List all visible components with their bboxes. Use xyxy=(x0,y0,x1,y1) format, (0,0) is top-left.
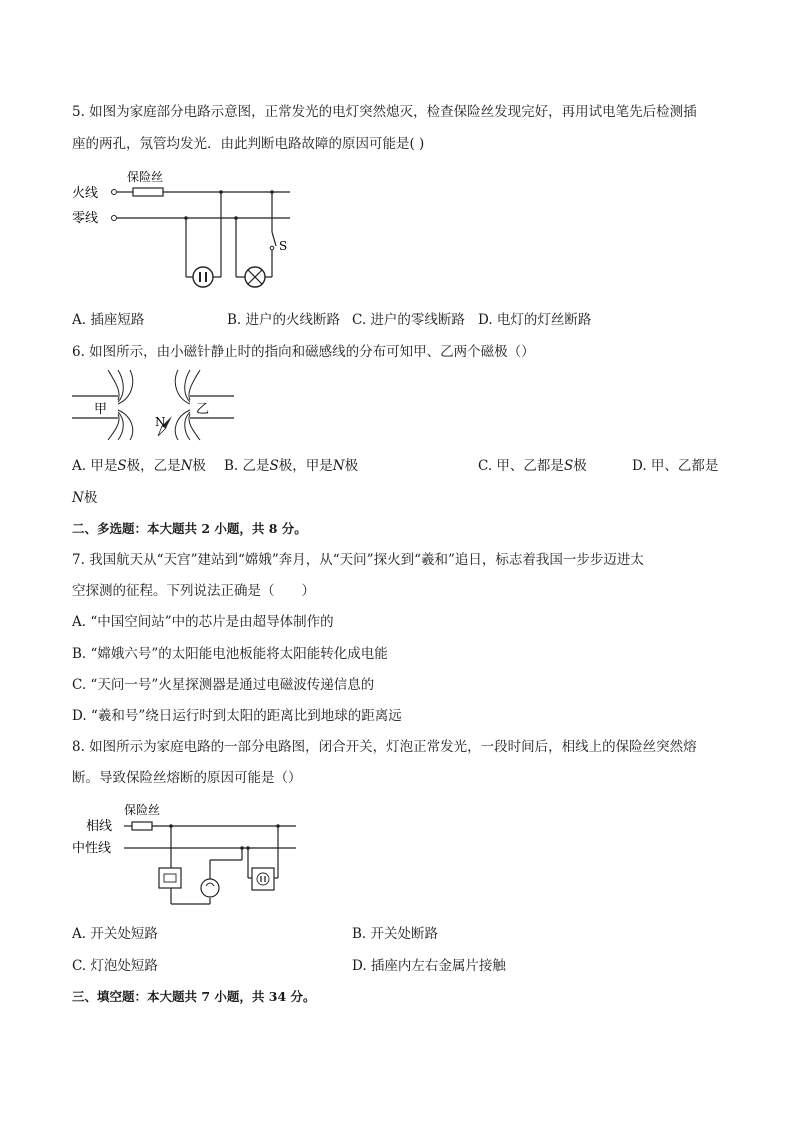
q6-option-a: A. 甲是S极，乙是N极 xyxy=(72,458,206,474)
q5-fuse-icon xyxy=(133,188,163,196)
q5-fuse-label: 保险丝 xyxy=(127,170,164,184)
q7-option-c: C. “天问一号”火星探测器是通过电磁波传递信息的 xyxy=(72,677,375,693)
q5-live-label: 火线 xyxy=(72,186,99,201)
q5-option-a: A. 插座短路 xyxy=(72,312,145,328)
q8-option-c: C. 灯泡处短路 xyxy=(72,958,158,974)
q7-option-d: D. “羲和号”绕日运行时到太阳的距离比到地球的距离远 xyxy=(72,708,402,724)
q5-switch-icon xyxy=(272,232,276,246)
q5-line1: 5. 如图为家庭部分电路示意图，正常发光的电灯突然熄灭，检查保险丝发现完好，再用试电笔先后检测插 xyxy=(72,104,697,120)
q8-option-a: A. 开关处短路 xyxy=(72,926,158,942)
q7-option-b: B. “嫦娥六号”的太阳能电池板能将太阳能转化成电能 xyxy=(72,646,388,662)
q6-option-c: C. 甲、乙都是S极 xyxy=(478,458,587,474)
q6-option-d: D. 甲、乙都是 xyxy=(632,458,719,474)
q8-option-d: D. 插座内左右金属片接触 xyxy=(352,958,506,974)
q5-socket-icon xyxy=(193,267,213,287)
q5-switch-label: S xyxy=(279,239,288,253)
q7-line1: 7. 我国航天从“天宫”建站到“嫦娥”奔月，从“天问”探火到“羲和”追日，标志着我国一步步迈进太 xyxy=(72,552,644,568)
section-2-heading: 二、多选题：本大题共 2 小题，共 8 分。 xyxy=(72,521,307,536)
q6-option-b: B. 乙是S极，甲是N极 xyxy=(224,458,359,474)
q8-circuit-figure xyxy=(72,800,302,910)
q6-option-d-continued: N极 xyxy=(72,490,98,506)
q7-line2: 空探测的征程。下列说法正确是（ ） xyxy=(72,583,315,599)
q5-option-b: B. 进户的火线断路 xyxy=(227,312,341,328)
q6-right-pole-label: 乙 xyxy=(196,402,210,417)
q7-option-a: A. “中国空间站”中的芯片是由超导体制作的 xyxy=(72,614,334,630)
q8-neutral-label: 中性线 xyxy=(72,841,112,856)
q8-line1: 8. 如图所示为家庭电路的一部分电路图，闭合开关，灯泡正常发光，一段时间后，相线上的保险丝突然熔 xyxy=(72,739,697,755)
q5-option-c: C. 进户的零线断路 xyxy=(352,312,465,328)
q6-needle-label: N xyxy=(155,415,166,429)
q8-socket-icon xyxy=(252,868,274,890)
q5-neutral-label: 零线 xyxy=(72,211,99,226)
q8-live-label: 相线 xyxy=(86,819,113,834)
q8-fuse-icon xyxy=(132,822,152,830)
q5-option-d: D. 电灯的灯丝断路 xyxy=(478,312,592,328)
q6-left-pole-label: 甲 xyxy=(94,402,108,417)
section-3-heading: 三、填空题：本大题共 7 小题，共 34 分。 xyxy=(72,989,316,1004)
q8-option-b: B. 开关处断路 xyxy=(352,926,439,942)
q5-circuit-figure xyxy=(72,164,302,296)
q6-line1: 6. 如图所示，由小磁针静止时的指向和磁感线的分布可知甲、乙两个磁极（） xyxy=(72,344,535,360)
q8-line2: 断。导致保险丝熔断的原因可能是（） xyxy=(72,770,302,786)
q8-switch-icon xyxy=(159,868,181,888)
q8-bulb-icon xyxy=(201,879,219,897)
q8-fuse-label: 保险丝 xyxy=(124,803,161,817)
q5-line2: 座的两孔，氖管均发光．由此判断电路故障的原因可能是( ) xyxy=(72,136,425,152)
q6-magnet-figure xyxy=(72,370,234,440)
